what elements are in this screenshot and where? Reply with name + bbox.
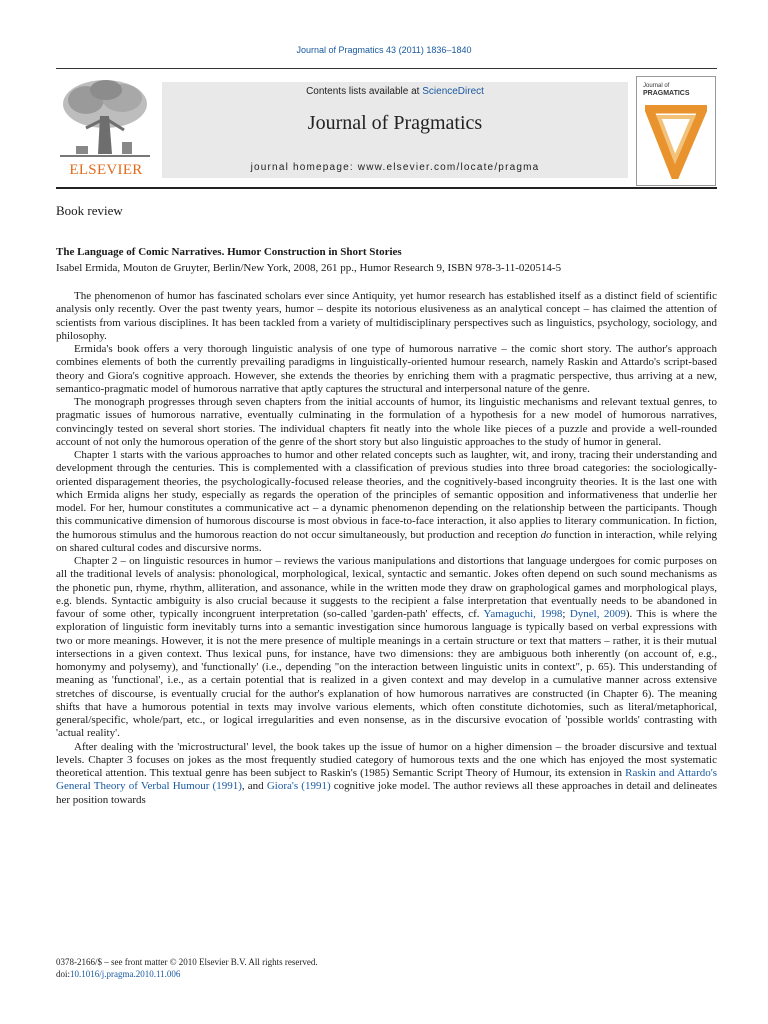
top-rule <box>56 68 717 69</box>
paragraph-5 <box>56 555 717 741</box>
doi-prefix: doi: <box>56 969 71 979</box>
ref-yamaguchi-1998[interactable]: Yamaguchi, 1998 <box>483 608 563 620</box>
paragraph-6-text-mid: , and <box>241 780 267 793</box>
cover-title-line2: PRAGMATICS <box>643 90 690 97</box>
paragraph-4 <box>56 449 717 555</box>
journal-cover[interactable] <box>636 76 716 186</box>
journal-title: Journal of Pragmatics <box>307 112 483 134</box>
footer <box>56 956 318 980</box>
paragraph-6 <box>56 741 717 807</box>
publisher-name: ELSEVIER <box>69 162 143 178</box>
paragraph-4-text-b: function in interaction, while relying on shared cultural codes and discursive norms. <box>56 528 717 554</box>
section-label: Book review <box>56 203 123 218</box>
cover-triangle-icon <box>645 105 707 179</box>
sciencedirect-link[interactable]: ScienceDirect <box>422 86 484 97</box>
paragraph-4-emphasis: do <box>540 528 552 541</box>
elsevier-tree-icon <box>56 76 154 162</box>
doi-line <box>56 968 318 980</box>
paragraph-4-text-a: Chapter 1 starts with the various approaches to humor and other related concepts such as laughter, wit, and irony, tracing their understanding and development through the centuries. This is complemented with a classification of previous studies into three broad categories: the sociologically-oriented disparagement theories, the psychologically-focused release theories, and the cognitively-based incongruity theories. It is the last one with which Ermida aligns her study, especially as regards the operation of the principles of semantic opposition and informativeness that underlie her model. For her, humour constitutes a communicative act – a dynamic phenomenon depending on the relationship between the participants. Though this communicative dimension of humorous discourse is most obvious in face-to-face interaction, it also applies to literary communication. In fiction, the humorous stimulus and the humorous reaction do not occur simultaneously, but production and reception <box>56 449 717 541</box>
contents-prefix: Contents lists available at <box>306 86 423 97</box>
paragraph-3: The monograph progresses through seven chapters from the initial accounts of humor, its linguistic mechanisms and relevant textual genres, to pragmatic issues of humorous narrative, eventually culminating in the formulation of a hypothesis for a new model of humorous narratives, convincingly tested on several short stories. The individual chapters fit neatly into the whole like pieces of a puzzle and provide a well-rounded account of not only the humorous operation of the genre of the short story but also linguistic approaches to the study of humor in general. <box>56 396 717 448</box>
paragraph-6-text-a: After dealing with the 'microstructural' level, the book takes up the issue of humor on a higher dimension – the broader discursive and textual levels. Chapter 3 focuses on jokes as the most frequently studied category of humorous texts and the one which has enjoyed the most systematic theoretical attention. This textual genre has been subject to Raskin's (1985) Semantic Script Theory of Humour, its extension in <box>56 740 717 779</box>
paragraph-5-text-b: ). This is where the exploration of linguistic form inevitably turns into a semantic investigation since humorous language is typically based on verbal expressions with two or more meanings. However, it is not the mere presence of multiple meanings in a certain structure or text that matters – rather, it is their mutual intersections in a given context. Thus lexical puns, for instance, have two dimensions: they are ambiguous both inherently (on account of, e.g., homonymy and polysemy), and 'functionally' (i.e., depending "on the interaction between linguistic units in context", p. 65). This understanding of meaning as 'functional', i.e., as a certain potential that is realized in a given context and may develop in a cumulative manner across extensive stretches of discourse, is eventually crucial for the author's explanation of how humorous narratives are constructed (in Chapter 6). The meaning shifts that have a humorous potential in texts may involve various elements, which often constitute dichotomies, such as literal/metaphorical, general/specific, whole/part, etc., or logical irregularities and even nonsense, as in the discursive evocation of 'possible worlds' contrasting with 'actual reality'. <box>56 608 717 740</box>
header-rule <box>56 187 717 189</box>
paragraph-2: Ermida's book offers a very thorough linguistic analysis of one type of humorous narrative – the comic short story. The author's approach combines elements of both the currently prevailing paradigms in linguistically-oriented humour research, namely Raskin and Attardo's script-based theory and Giora's cognitive approach. However, she extends the theories by enriching them with a pragmatic perspective, thus arriving at a new, semantico-pragmatic model of humorous narrative that aptly captures the structural and interpersonal nature of the genre. <box>56 343 717 395</box>
journal-citation[interactable]: Journal of Pragmatics 43 (2011) 1836–1840 <box>296 45 472 55</box>
paragraph-5-text-a: Chapter 2 – on linguistic resources in humor – reviews the various manipulations and distortions that language undergoes for comic purposes on all the traditional levels of analysis: phonological, morphological, lexical, syntactic and semantic. Jokes often depend on such sound mechanisms as the phonetic pun, rhyme, rhythm, alliteration, and assonance, while in the written mode they draw on graphological games and morphological plays, e.g. blends. Syntactic ambiguity is also crucial because it suggests to the recipient a false interpretation that eventually needs to be abandoned in favour of some other, typically incongruent interpretation (so-called 'garden-path' effects, cf. <box>56 555 717 620</box>
journal-homepage[interactable]: journal homepage: www.elsevier.com/locate/pragma <box>250 162 540 173</box>
paragraph-5-separator: ; <box>562 608 570 620</box>
journal-masthead <box>162 82 628 178</box>
cover-title-line1: Journal of <box>643 83 670 89</box>
issn-line: 0378-2166/$ – see front matter © 2010 Elsevier B.V. All rights reserved. <box>56 957 318 967</box>
review-body <box>56 290 717 807</box>
ref-giora-1991[interactable]: Giora's (1991) <box>266 780 331 793</box>
doi-link[interactable]: 10.1016/j.pragma.2010.11.006 <box>70 969 181 979</box>
paragraph-1: The phenomenon of humor has fascinated scholars ever since Antiquity, yet humor research has established itself as a distinct field of scientific analysis only recently. Over the past twenty years, humor – despite its notorious elusiveness as an analytical concept – has claimed the attention of scientists from various disciplines. It has been tackled from a variety of multidisciplinary perspectives such as linguistics, psychology, sociology, and philosophy. <box>56 290 717 342</box>
cover-title <box>643 83 709 97</box>
ref-raskin-attardo-1991[interactable]: Raskin and Attardo's General Theory of Verbal Humour (1991) <box>56 767 717 793</box>
paragraph-6-text-b: cognitive joke model. The author reviews all these approaches in detail and delineates her position towards <box>56 780 718 806</box>
elsevier-logo[interactable] <box>56 76 154 184</box>
journal-header <box>56 76 717 188</box>
book-title: The Language of Comic Narratives. Humor Construction in Short Stories <box>56 246 402 258</box>
contents-line <box>162 86 628 97</box>
ref-dynel-2009[interactable]: Dynel, 2009 <box>569 608 626 620</box>
book-info: Isabel Ermida, Mouton de Gruyter, Berlin/New York, 2008, 261 pp., Humor Research 9, ISBN 978-3-11-020514-5 <box>56 262 562 274</box>
